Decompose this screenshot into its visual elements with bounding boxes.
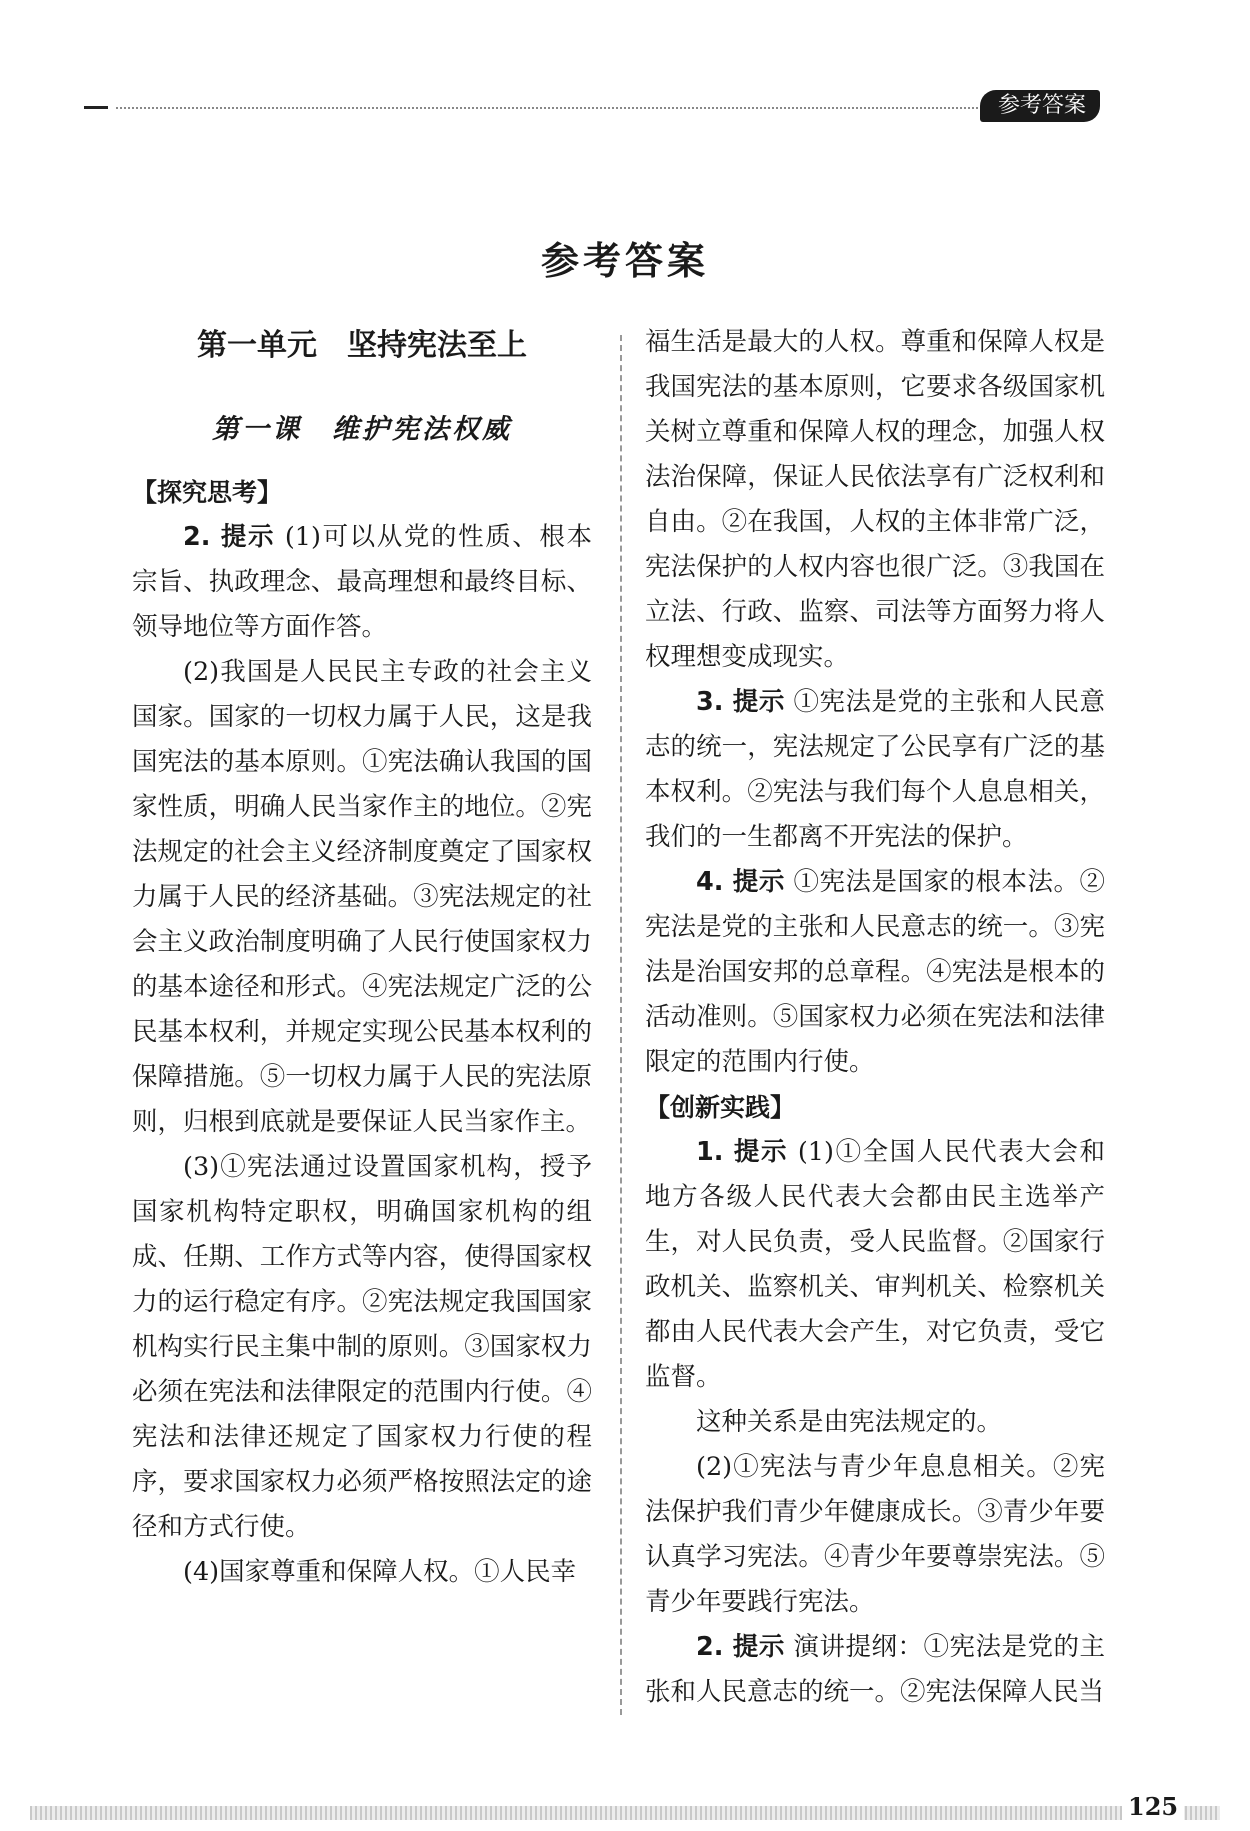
answer-paragraph — [645, 1625, 1105, 1715]
answer-text: (1)①全国人民代表大会和地方各级人民代表大会都由民主选举产生，对人民负责，受人民监督。②国家行政机关、监察机关、审判机关、检察机关都由人民代表大会产生，对它负责，受它监督。 — [645, 1137, 1106, 1392]
header-badge: 参考答案 — [980, 90, 1100, 122]
hint-label: 4. 提示 — [696, 867, 785, 897]
answer-paragraph — [645, 1130, 1105, 1400]
header-dotted-rule — [116, 107, 1034, 109]
answer-paragraph: 福生活是最大的人权。尊重和保障人权是我国宪法的基本原则，它要求各级国家机关树立尊重和保障人权的理念，加强人权法治保障，保证人民依法享有广泛权利和自由。②在我国，人权的主体非常广泛，宪法保护的人权内容也很广泛。③我国在立法、行政、监察、司法等方面努力将人权理想变成现实。 — [645, 327, 1105, 672]
answer-text: 演讲提纲：①宪法是党的主张和人民意志的统一。②宪法保障人民当 — [645, 1632, 1105, 1707]
footer-band — [30, 1806, 1220, 1820]
answer-paragraph: (3)①宪法通过设置国家机构，授予国家机构特定职权，明确国家机构的组成、任期、工作方式等内容，使得国家权力的运行稳定有序。②宪法规定我国国家机构实行民主集中制的原则。③国家权力必须在宪法和法律限定的范围内行使。④宪法和法律还规定了国家权力行使的程序，要求国家权力必须严格按照法定的途径和方式行使。 — [132, 1152, 592, 1542]
hint-label: 3. 提示 — [696, 687, 785, 717]
right-column — [645, 320, 1105, 1715]
page-footer — [0, 1790, 1250, 1831]
column-divider — [620, 335, 622, 1715]
answer-paragraph: (4)国家尊重和保障人权。①人民幸 — [183, 1557, 577, 1587]
hint-label: 2. 提示 — [183, 522, 276, 552]
answer-paragraph: (2)①宪法与青少年息息相关。②宪法保护我们青少年健康成长。③青少年要认真学习宪法。④青少年要尊崇宪法。⑤青少年要践行宪法。 — [645, 1452, 1105, 1617]
answer-paragraph — [645, 680, 1105, 860]
answer-text: (1)可以从党的性质、根本宗旨、执政理念、最高理想和最终目标、领导地位等方面作答。 — [132, 522, 593, 642]
lesson-title: 第一课 维护宪法权威 — [212, 414, 512, 445]
page-title: 参考答案 — [540, 239, 709, 283]
running-header — [84, 88, 1100, 128]
answer-paragraph: 这种关系是由宪法规定的。 — [696, 1407, 1003, 1437]
left-column — [132, 320, 592, 1595]
answer-paragraph — [645, 860, 1105, 1085]
answer-paragraph: (2)我国是人民民主专政的社会主义国家。国家的一切权力属于人民，这是我国宪法的基本原则。①宪法确认我国的国家性质，明确人民当家作主的地位。②宪法规定的社会主义经济制度奠定了国家权力属于人民的经济基础。③宪法规定的社会主义政治制度明确了人民行使国家权力的基本途径和形式。④宪法规定广泛的公民基本权利，并规定实现公民基本权利的保障措施。⑤一切权力属于人民的宪法原则，归根到底就是要保证人民当家作主。 — [132, 657, 592, 1137]
unit-title: 第一单元 坚持宪法至上 — [197, 328, 527, 363]
answer-paragraph — [132, 515, 592, 650]
hint-label: 2. 提示 — [696, 1632, 785, 1662]
section-heading-explore: 【探究思考】 — [132, 478, 283, 507]
header-dash — [84, 106, 108, 109]
page-number: 125 — [1122, 1790, 1184, 1824]
section-heading-practice: 【创新实践】 — [645, 1093, 796, 1122]
answer-text: ①宪法是国家的根本法。②宪法是党的主张和人民意志的统一。③宪法是治国安邦的总章程。④宪法是根本的活动准则。⑤国家权力必须在宪法和法律限定的范围内行使。 — [645, 867, 1105, 1077]
hint-label: 1. 提示 — [696, 1137, 789, 1167]
answer-text: ①宪法是党的主张和人民意志的统一，宪法规定了公民享有广泛的基本权利。②宪法与我们每个人息息相关，我们的一生都离不开宪法的保护。 — [645, 687, 1105, 852]
